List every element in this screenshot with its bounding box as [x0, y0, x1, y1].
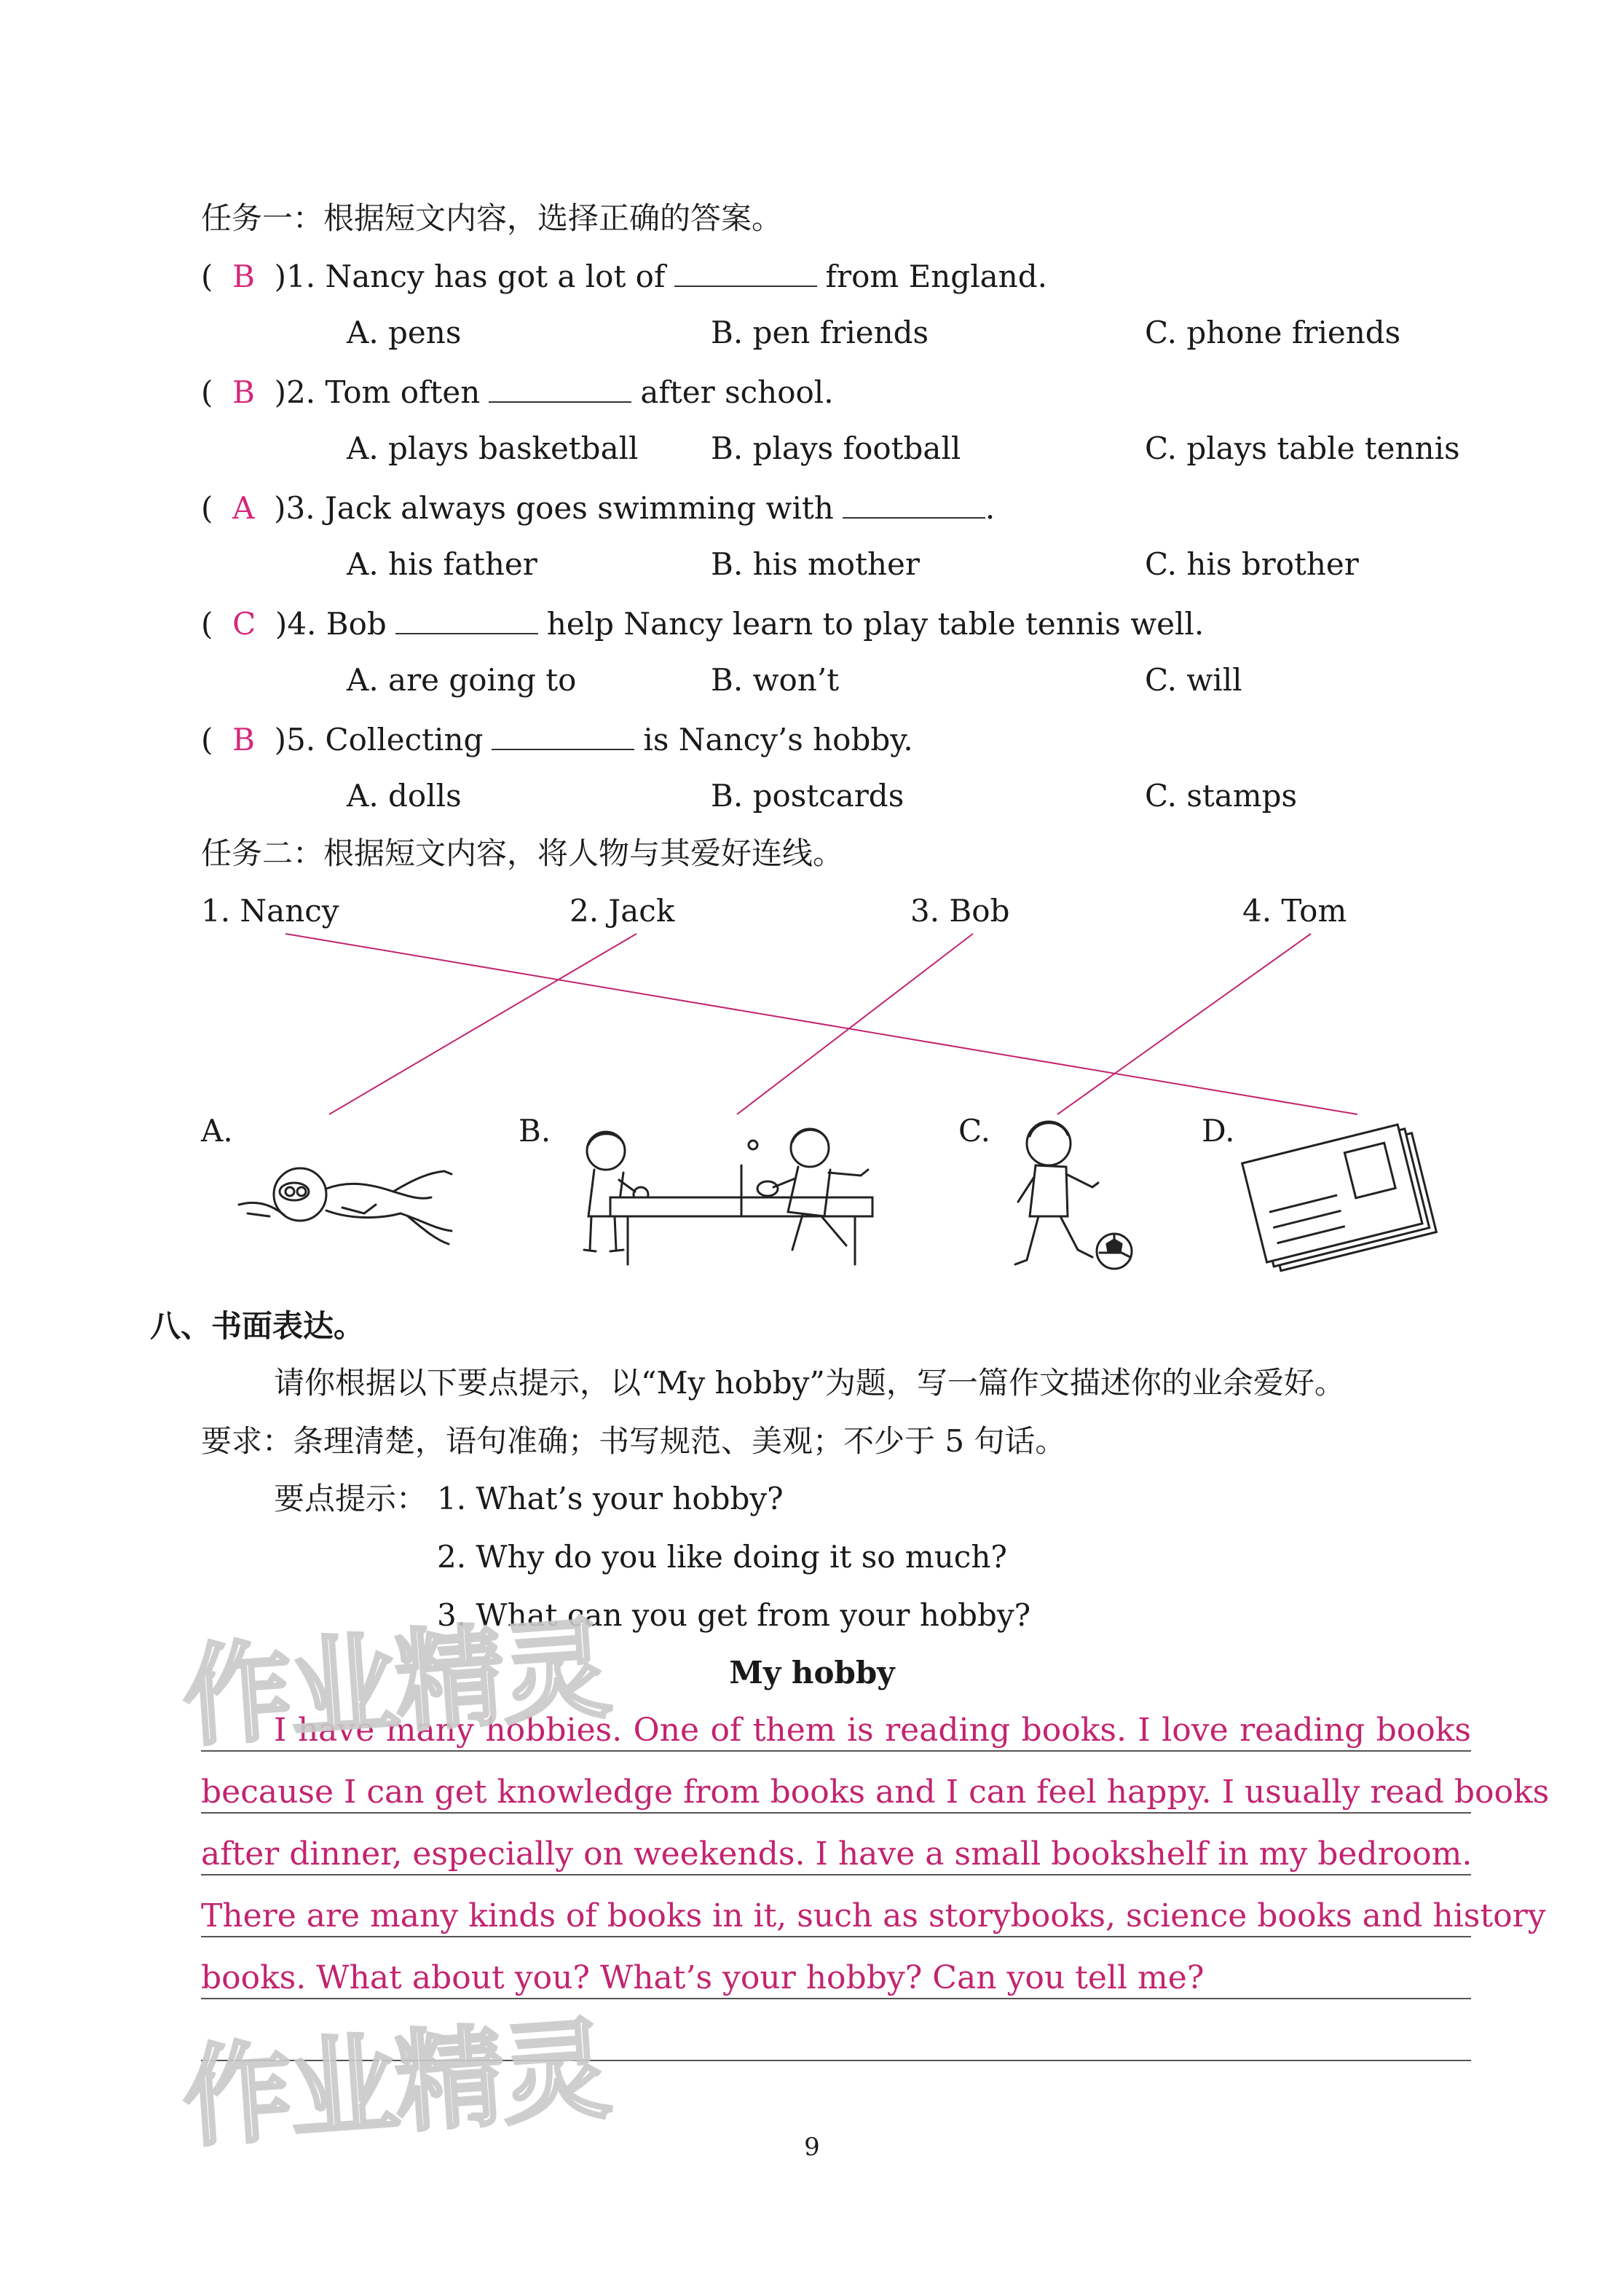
- question-number: 5.: [286, 722, 316, 757]
- essay-line-3: after dinner, especially on weekends. I have a small bookshelf in my bedroom.: [201, 1835, 1473, 1873]
- picture-label-c: C.: [958, 1113, 990, 1149]
- task2-title: 任务二：根据短文内容，将人物与其爱好连线。: [201, 835, 844, 871]
- question-text-pre: Bob: [326, 606, 387, 642]
- table-tennis-illustration: [562, 1122, 912, 1267]
- section-8-requirement: 要求：条理清楚，语句准确；书写规范、美观；不少于 5 句话。: [201, 1423, 1066, 1459]
- hint-2: 2. Why do you like doing it so much?: [437, 1539, 1007, 1575]
- line-bob-b: [737, 934, 973, 1114]
- watermark-top: 作业精灵: [178, 1605, 612, 1763]
- section-8-heading: 八、书面表达。: [150, 1308, 365, 1344]
- ruled-line-4: [201, 1936, 1471, 1937]
- option-2b: B. plays football: [711, 430, 961, 466]
- answer-blank: [395, 604, 538, 634]
- ruled-line-2: [201, 1812, 1471, 1814]
- essay-line-1: I have many hobbies. One of them is reading books. I love reading books: [274, 1712, 1471, 1749]
- postcards-illustration: [1238, 1114, 1442, 1275]
- answer-3: A: [232, 490, 255, 526]
- option-3a: A. his father: [347, 546, 537, 582]
- option-4c: C. will: [1145, 662, 1242, 698]
- answer-5: B: [232, 722, 255, 757]
- section-8-instruction: 请你根据以下要点提示，以“My hobby”为题，写一篇作文描述你的业余爱好。: [274, 1365, 1345, 1401]
- ruled-line-3: [201, 1874, 1471, 1875]
- option-3b: B. his mother: [711, 546, 920, 582]
- swimming-illustration: [233, 1143, 473, 1260]
- answer-4: C: [232, 606, 256, 642]
- option-1b: B. pen friends: [711, 315, 929, 350]
- essay-line-4: There are many kinds of books in it, such as storybooks, science books and history: [201, 1897, 1546, 1934]
- option-4b: B. won’t: [711, 662, 840, 698]
- hints-label: 要点提示：: [274, 1481, 427, 1516]
- question-text-post: help Nancy learn to play table tennis well.: [546, 606, 1205, 642]
- question-5: [201, 720, 913, 758]
- question-text-post: after school.: [640, 374, 834, 410]
- option-5c: C. stamps: [1145, 778, 1298, 814]
- person-jack: 2. Jack: [569, 893, 675, 929]
- question-number: 3.: [285, 490, 315, 526]
- question-text-post: .: [985, 490, 996, 526]
- person-bob: 3. Bob: [910, 893, 1010, 929]
- option-5b: B. postcards: [711, 778, 904, 814]
- matching-lines: [0, 0, 1624, 510]
- question-number: 4.: [287, 606, 317, 642]
- task1-title: 任务一：根据短文内容，选择正确的答案。: [201, 200, 783, 236]
- option-4a: A. are going to: [347, 662, 577, 698]
- option-1c: C. phone friends: [1145, 315, 1401, 350]
- question-number: 1.: [286, 259, 316, 294]
- option-1a: A. pens: [347, 315, 462, 350]
- line-jack-a: [329, 934, 636, 1114]
- answer-paren: ( B ): [201, 259, 287, 294]
- answer-paren: ( B ): [201, 722, 287, 757]
- picture-label-a: A.: [201, 1113, 233, 1149]
- question-text-pre: Tom often: [325, 374, 481, 410]
- answer-2: B: [232, 374, 255, 410]
- answer-blank: [492, 720, 634, 750]
- option-2c: C. plays table tennis: [1145, 430, 1460, 466]
- answer-1: B: [232, 259, 255, 294]
- question-text-pre: Collecting: [325, 722, 484, 757]
- question-number: 2.: [286, 374, 316, 410]
- question-text-post: is Nancy’s hobby.: [643, 722, 913, 757]
- line-nancy-d: [285, 934, 1357, 1114]
- question-text-pre: Jack always goes swimming with: [324, 490, 834, 526]
- essay-title: My hobby: [729, 1655, 895, 1690]
- line-tom-c: [1057, 934, 1311, 1114]
- person-nancy: 1. Nancy: [201, 893, 339, 929]
- question-text-pre: Nancy has got a lot of: [325, 259, 666, 294]
- option-2a: A. plays basketball: [347, 430, 639, 466]
- hint-3: 3. What can you get from your hobby?: [437, 1597, 1031, 1633]
- watermark-bottom: 作业精灵: [178, 2006, 612, 2163]
- person-tom: 4. Tom: [1242, 893, 1347, 929]
- hint-1: 1. What’s your hobby?: [437, 1481, 784, 1516]
- answer-paren: ( A ): [201, 490, 286, 526]
- answer-paren: ( C ): [201, 606, 288, 642]
- page-number: 9: [804, 2133, 820, 2162]
- picture-label-d: D.: [1202, 1113, 1235, 1149]
- essay-line-2: because I can get knowledge from books and I can feel happy. I usually read books: [201, 1774, 1550, 1811]
- football-illustration: [998, 1107, 1143, 1282]
- answer-paren: ( B ): [201, 374, 287, 410]
- picture-label-b: B.: [519, 1113, 551, 1149]
- question-4: [201, 604, 1204, 642]
- option-3c: C. his brother: [1145, 546, 1359, 582]
- option-5a: A. dolls: [347, 778, 462, 814]
- question-text-post: from England.: [825, 259, 1047, 294]
- essay-line-5: books. What about you? What’s your hobby? Can you tell me?: [201, 1959, 1205, 1996]
